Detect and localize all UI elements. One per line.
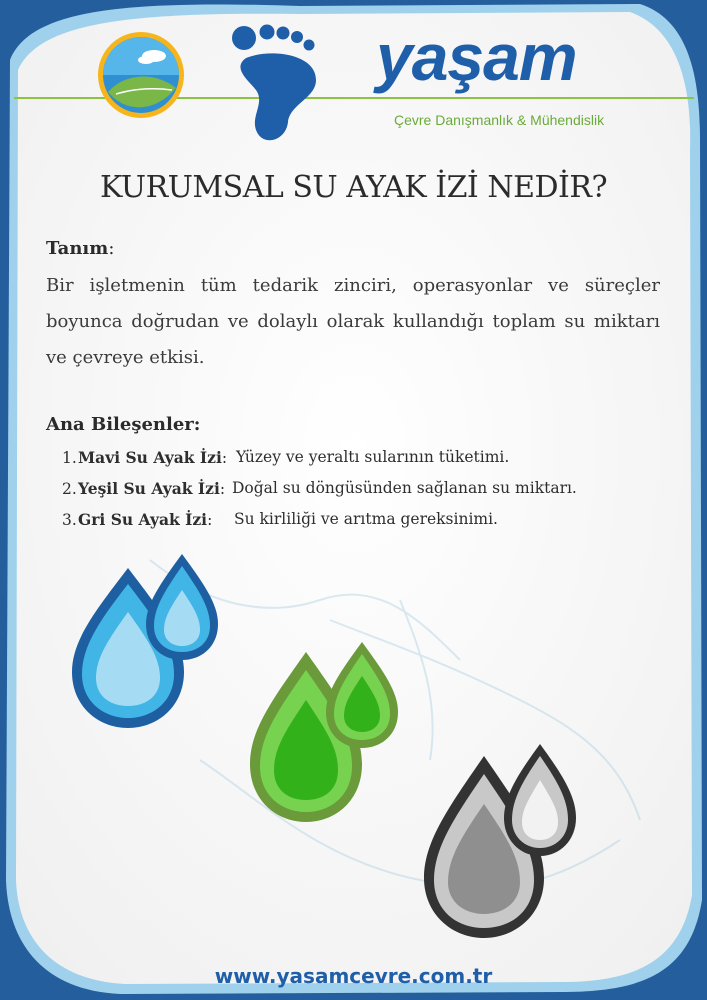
brand-subtitle: Çevre Danışmanlık & Mühendislik — [394, 112, 605, 128]
brand-name: yaşam — [376, 20, 577, 94]
item-name: Yeşil Su Ayak İzi — [78, 479, 220, 498]
page-title: KURUMSAL SU AYAK İZİ NEDİR? — [99, 170, 608, 205]
list-item: 1.Mavi Su Ayak İzi: Yüzey ve yeraltı sularının tüketimi. — [62, 448, 510, 467]
gray-drops-icon — [424, 744, 576, 938]
list-item: 2.Yeşil Su Ayak İzi: Doğal su döngüsünden sağlanan su miktarı. — [62, 479, 577, 498]
definition-text: Bir işletmenin tüm tedarik zinciri, operasyonlar ve süreçler boyunca doğrudan ve dolaylı olarak kullandığı toplam su miktarı ve çevreye etkisi. — [46, 275, 660, 368]
item-name: Mavi Su Ayak İzi — [78, 448, 222, 467]
item-desc: Yüzey ve yeraltı sularının tüketimi. — [236, 448, 510, 466]
item-desc: Doğal su döngüsünden sağlanan su miktarı. — [232, 479, 577, 497]
components-label: Ana Bileşenler: — [46, 414, 201, 435]
list-item: 3.Gri Su Ayak İzi: Su kirliliği ve arıtma gereksinimi. — [62, 510, 498, 529]
item-number: 2. — [62, 480, 77, 498]
item-number: 3. — [62, 511, 77, 529]
footer-website-link[interactable]: www.yasamcevre.com.tr — [214, 964, 493, 988]
item-desc: Su kirliliği ve arıtma gereksinimi. — [234, 510, 498, 528]
item-name: Gri Su Ayak İzi — [78, 510, 208, 529]
green-drops-icon — [250, 642, 398, 822]
definition-label: Tanım: — [46, 238, 115, 259]
item-number: 1. — [62, 449, 77, 467]
blue-drops-icon — [72, 554, 218, 728]
